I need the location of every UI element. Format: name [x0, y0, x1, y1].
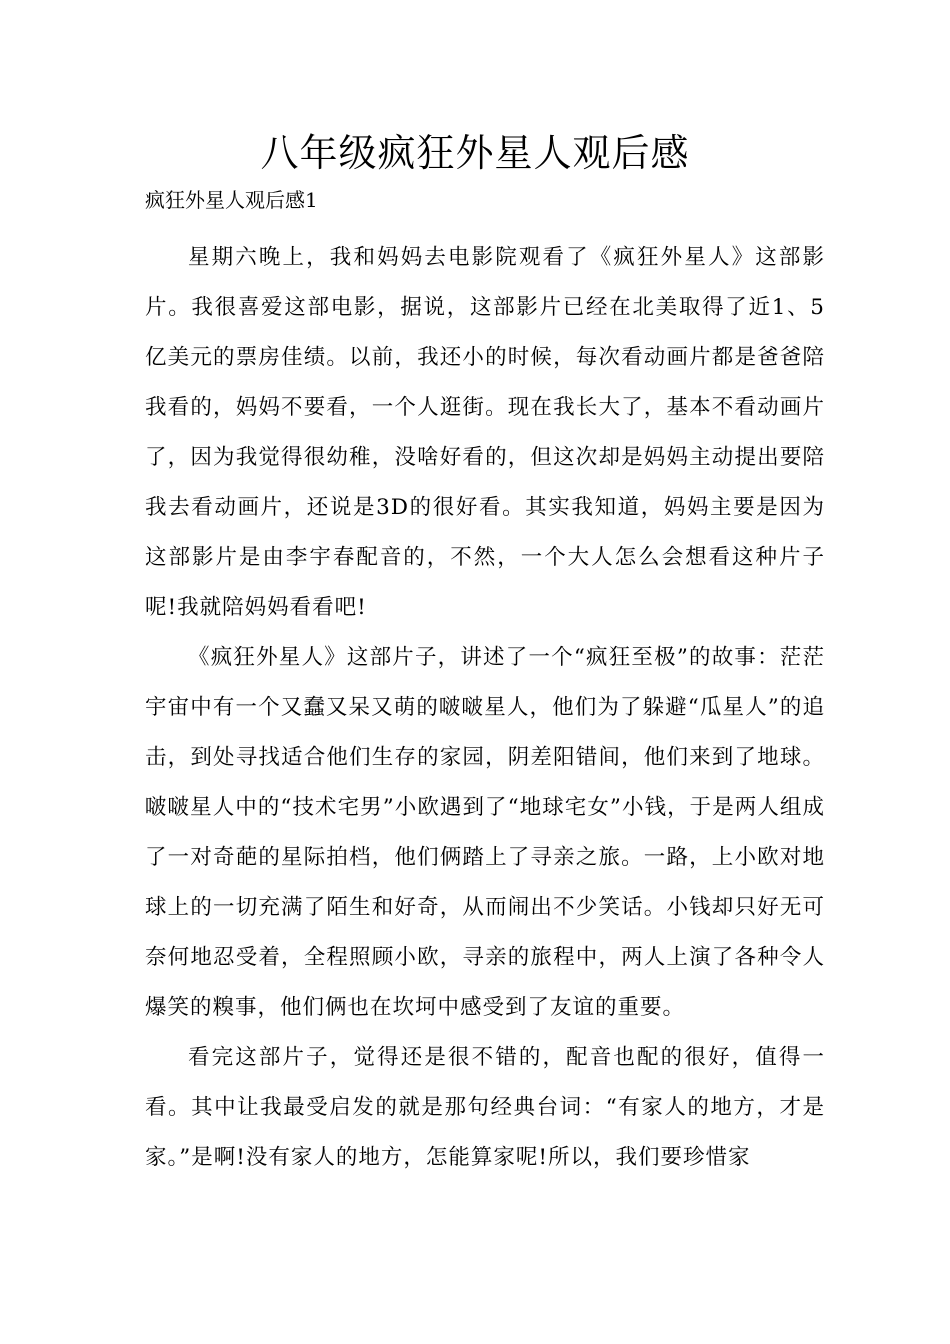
paragraph: 星期六晚上，我和妈妈去电影院观看了《疯狂外星人》这部影片。我很喜爱这部电影，据说，这部影片已经在北美取得了近1、5亿美元的票房佳绩。以前，我还小的时候，每次看动画片都是爸爸陪我看的，妈妈不要看，一个人逛街。现在我长大了，基本不看动画片了，因为我觉得很幼稚，没啥好看的，但这次却是妈妈主动提出要陪我去看动画片，还说是3D的很好看。其实我知道，妈妈主要是因为这部影片是由李宇春配音的，不然，一个大人怎么会想看这种片子呢!我就陪妈妈看看吧!: [145, 245, 825, 620]
paragraph: 《疯狂外星人》这部片子，讲述了一个“疯狂至极”的故事：茫茫宇宙中有一个又蠢又呆又萌的啵啵星人，他们为了躲避“瓜星人”的追击，到处寻找适合他们生存的家园，阴差阳错间，他们来到了地球。啵啵星人中的“技术宅男”小欧遇到了“地球宅女”小钱，于是两人组成了一对奇葩的星际拍档，他们俩踏上了寻亲之旅。一路，上小欧对地球上的一切充满了陌生和好奇，从而闹出不少笑话。小钱却只好无可奈何地忍受着，全程照顾小欧，寻亲的旅程中，两人上演了各种令人爆笑的糗事，他们俩也在坎坷中感受到了友谊的重要。: [145, 645, 825, 1020]
section-heading: 疯狂外星人观后感1: [145, 188, 318, 212]
document-title: 八年级疯狂外星人观后感: [260, 131, 690, 175]
paragraph: 看完这部片子，觉得还是很不错的，配音也配的很好，值得一看。其中让我最受启发的就是那句经典台词：“有家人的地方，才是家。”是啊!没有家人的地方，怎能算家呢!所以，我们要珍惜家: [145, 1045, 825, 1170]
document-body: [145, 233, 825, 1183]
